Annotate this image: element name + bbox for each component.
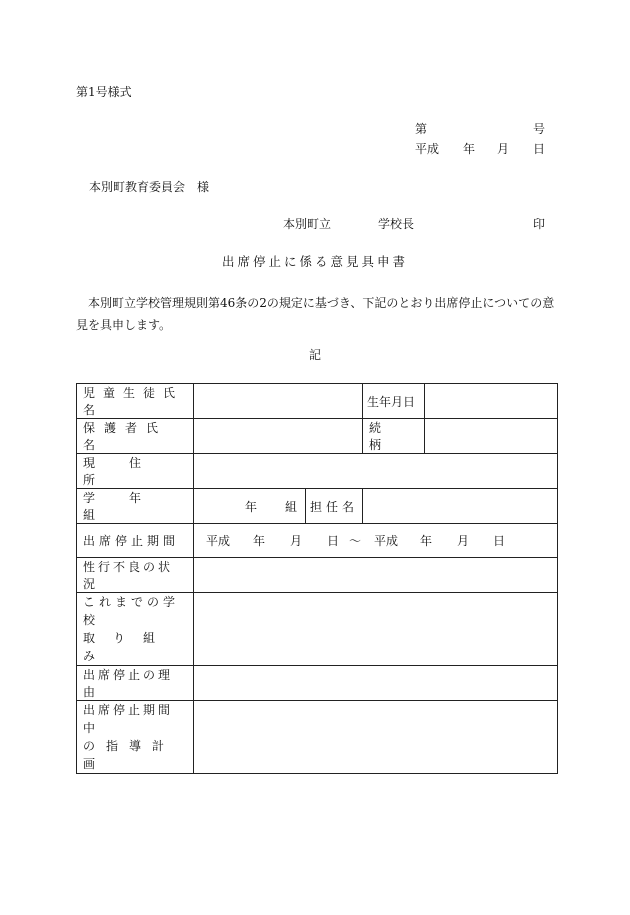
reason-field[interactable] bbox=[194, 666, 558, 701]
period-start-day: 日 bbox=[327, 534, 340, 548]
date-month: 月 bbox=[497, 142, 510, 156]
misconduct-field[interactable] bbox=[194, 558, 558, 593]
issuer-town-school: 本別町立 bbox=[283, 217, 332, 231]
issuer-line bbox=[283, 217, 545, 231]
period-end-month: 月 bbox=[457, 534, 470, 548]
period-tilde: ～ bbox=[349, 534, 362, 548]
guardian-name-label: 保護者氏名 bbox=[77, 419, 194, 454]
doc-number-prefix: 第 bbox=[415, 122, 428, 136]
date-day: 日 bbox=[533, 142, 546, 156]
addressee: 本別町教育委員会 様 bbox=[89, 180, 210, 194]
homeroom-teacher-field[interactable] bbox=[363, 489, 558, 524]
seal-mark: 印 bbox=[533, 217, 546, 231]
school-efforts-field[interactable] bbox=[194, 593, 558, 666]
homeroom-teacher-label: 担任名 bbox=[306, 489, 363, 524]
address-field[interactable] bbox=[194, 454, 558, 489]
date-era: 平成 bbox=[415, 142, 440, 156]
ki-heading: 記 bbox=[308, 348, 321, 362]
birthdate-label: 生年月日 bbox=[363, 384, 425, 419]
period-start-year: 年 bbox=[253, 534, 266, 548]
suspension-period-field[interactable] bbox=[194, 524, 558, 558]
period-end-era: 平成 bbox=[374, 534, 399, 548]
date-year: 年 bbox=[463, 142, 476, 156]
birthdate-field[interactable] bbox=[425, 384, 558, 419]
grade-class-label: 学年組 bbox=[77, 489, 194, 524]
misconduct-label: 性行不良の状況 bbox=[77, 558, 194, 593]
student-name-label: 児童生徒氏名 bbox=[77, 384, 194, 419]
period-end-year: 年 bbox=[420, 534, 433, 548]
form-number: 第1号様式 bbox=[76, 85, 132, 99]
body-text: 本別町立学校管理規則第46条の2の規定に基づき、下記のとおり出席停止についての意見を具申します。 bbox=[76, 296, 555, 332]
grade-class-field[interactable] bbox=[194, 489, 306, 524]
opinion-form-table bbox=[76, 383, 558, 774]
period-start-month: 月 bbox=[290, 534, 303, 548]
period-end-day: 日 bbox=[493, 534, 506, 548]
grade-class-unit: 組 bbox=[284, 499, 297, 514]
relationship-label: 続柄 bbox=[363, 419, 425, 454]
relationship-field[interactable] bbox=[425, 419, 558, 454]
period-start-era: 平成 bbox=[206, 534, 231, 548]
student-name-field[interactable] bbox=[194, 384, 363, 419]
suspension-period-label: 出席停止期間 bbox=[77, 524, 194, 558]
date-line bbox=[415, 142, 545, 156]
issuer-principal: 学校長 bbox=[378, 217, 415, 231]
reason-label: 出席停止の理由 bbox=[77, 666, 194, 701]
guardian-name-field[interactable] bbox=[194, 419, 363, 454]
document-number-line bbox=[415, 122, 545, 136]
doc-number-suffix: 号 bbox=[533, 122, 546, 136]
grade-year-unit: 年 bbox=[244, 499, 257, 514]
document-title: 出席停止に係る意見具申書 bbox=[221, 254, 408, 269]
guidance-plan-field[interactable] bbox=[194, 701, 558, 774]
guidance-plan-label: 出席停止期間中 の指導計画 bbox=[77, 701, 194, 774]
address-label: 現住所 bbox=[77, 454, 194, 489]
school-efforts-label: これまでの学校 取り組み bbox=[77, 593, 194, 666]
